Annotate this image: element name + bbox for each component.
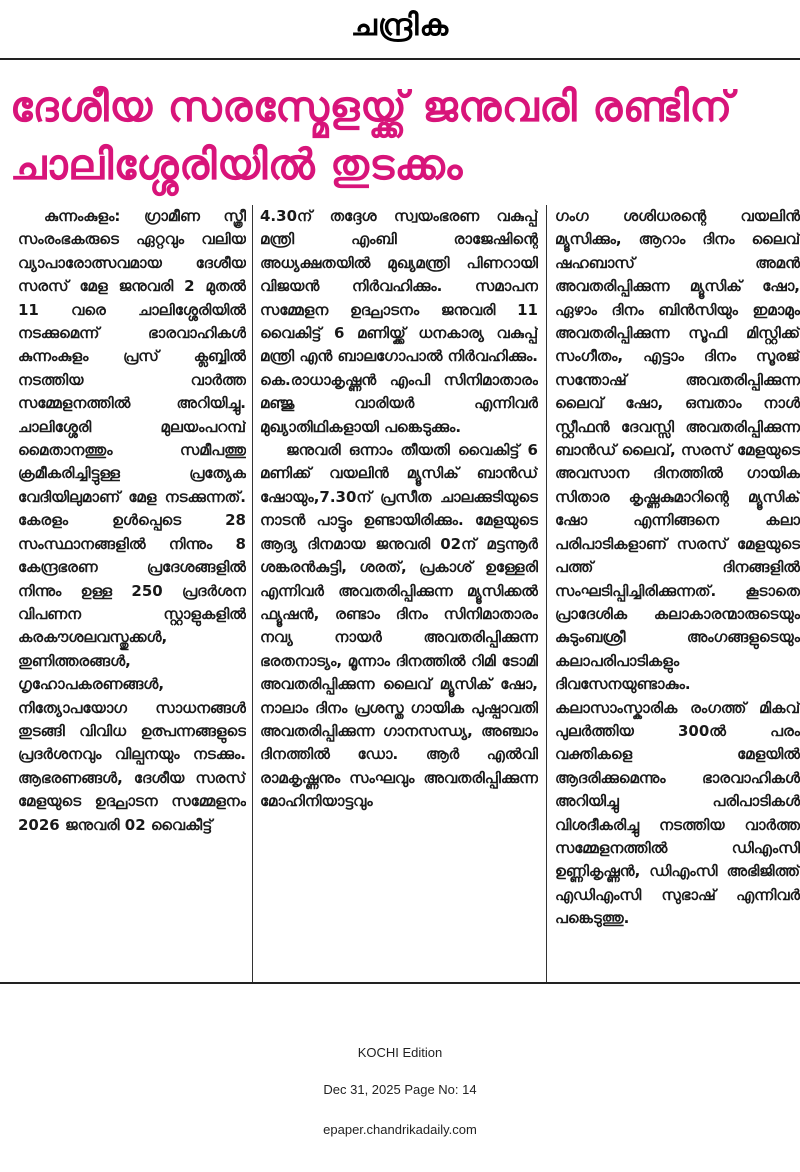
article-headline bbox=[10, 78, 790, 194]
headline-line-2: ചാലിശ്ശേരിയിൽ തുടക്കം bbox=[10, 140, 463, 189]
masthead-divider bbox=[0, 58, 800, 60]
headline-line-1: ദേശീയ സരസ്മേളയ്ക്ക് ജനുവരി രണ്ടിന് bbox=[10, 82, 733, 131]
edition-label: KOCHI Edition bbox=[357, 1045, 443, 1060]
article-column-1 bbox=[18, 205, 246, 983]
column-divider bbox=[546, 205, 547, 983]
article-paragraph: ഗംഗ ശശിധരന്റെ വയലിൻ മ്യൂസിക്കും, ആറാം ദിനം ലൈവ് ഷഹബാസ് അമൻ അവതരിപ്പിക്കുന്ന മ്യൂസിക് ഷോ, ഏഴാം ദിനം ബിൻസിയും ഇമാമും അവതരിപ്പിക്കുന്ന സൂഫി മിസ്റ്റിക്ക് സംഗീതം, എട്ടാം ദിനം സൂരജ് സന്തോഷ് അവതരിപ്പിക്കുന്ന ലൈവ് ഷോ, ഒമ്പതാം നാൾ സ്റ്റീഫൻ ദേവസ്സി അവതരിപ്പിക്കുന്ന ബാൻഡ് ലൈവ്, സരസ് മേളയുടെ അവസാന ദിനത്തിൽ ഗായിക സിതാര കൃഷ്ണകുമാറിന്റെ മ്യൂസിക് ഷോ എന്നിങ്ങനെ കലാ പരിപാടികളാണ് സരസ് മേളയുടെ പത്ത് ദിനങ്ങളിൽ സംഘടിപ്പിച്ചിരിക്കുന്നത്. കൂടാതെ പ്രാദേശിക കലാകാരന്മാരുടെയും കുടുംബശ്രീ അംഗങ്ങളുടെയും കലാപരിപാടികളും ദിവസേനയുണ്ടാകും. കലാസാംസ്കാരിക രംഗത്ത് മികവ് പുലർത്തിയ 300ൽ പരം വക്തികളെ മേളയിൽ ആദരിക്കുമെന്നും ഭാരവാഹികൾ അറിയിച്ചു പരിപാടികൾ വിശദീകരിച്ചു നടത്തിയ വാർത്ത സമ്മേളനത്തിൽ ഡിഎംസി ഉണ്ണികൃഷ്ണൻ, ഡിഎംസി അഭിജിത്ത് എഡിഎംസി സുഭാഷ് എന്നിവർ പങ്കെടുത്തു. bbox=[555, 207, 800, 928]
article-bottom-divider bbox=[0, 982, 800, 984]
article-body bbox=[18, 205, 800, 983]
date-page-label: Dec 31, 2025 Page No: 14 bbox=[323, 1082, 477, 1097]
article-paragraph: ജനുവരി ഒന്നാം തീയതി വൈകിട്ട് 6 മണിക്ക് വയലിൻ മ്യൂസിക് ബാൻഡ് ഷോയും,7.30ന് പ്രസീത ചാലക്കുടിയുടെ നാടൻ പാട്ടും ഉണ്ടായിരിക്കും. മേളയുടെ ആദ്യ ദിനമായ ജനുവരി 02ന് മട്ടന്നൂർ ശങ്കരൻകുട്ടി, ശരത്, പ്രകാശ് ഉള്ളേരി എന്നിവർ അവതരിപ്പിക്കുന്ന മ്യൂസിക്കൽ ഫ്യൂഷൻ, രണ്ടാം ദിനം സിനിമാതാരം നവ്യ നായർ അവതരിപ്പിക്കുന്ന ഭരതനാട്യം, മൂന്നാം ദിനത്തിൽ റിമി ടോമി അവതരിപ്പിക്കുന്ന ലൈവ് മ്യൂസിക് ഷോ, നാലാം ദിനം പ്രശസ്ത ഗായിക പുഷ്പാവതി അവതരിപ്പിക്കുന്ന ഗാനസന്ധ്യ, അഞ്ചാം ദിനത്തിൽ ഡോ. ആർ എൽവി രാമകൃഷ്ണനും സംഘവും അവതരിപ്പിക്കുന്ന മോഹിനിയാട്ടവും bbox=[260, 441, 538, 811]
masthead bbox=[0, 0, 800, 58]
article-column-2 bbox=[260, 205, 538, 983]
article-paragraph: 4.30ന് തദ്ദേശ സ്വയംഭരണ വകുപ്പ് മന്ത്രി എംബി രാജേഷിന്റെ അധ്യക്ഷതയിൽ മുഖ്യമന്ത്രി പിണറായി വിജയൻ നിർവഹിക്കും. സമാപന സമ്മേളന ഉദ്ഘാടനം ജനുവരി 11 വൈകിട്ട് 6 മണിയ്ക്ക് ധനകാര്യ വകുപ്പ് മന്ത്രി എൻ ബാലഗോപാൽ നിർവഹിക്കും. കെ.രാധാകൃഷ്ണൻ എംപി സിനിമാതാരം മഞ്ജു വാരിയർ എന്നിവർ മുഖ്യാതിഥികളായി പങ്കെടുക്കും. bbox=[260, 207, 538, 436]
website-url[interactable]: epaper.chandrikadaily.com bbox=[323, 1122, 477, 1137]
article-paragraph: കുന്നംകുളം: ഗ്രാമീണ സ്ത്രീ സംരംഭകരുടെ ഏറ്റവും വലിയ വ്യാപാരോത്സവമായ ദേശീയ സരസ് മേള ജനുവരി 2 മുതൽ 11 വരെ ചാലിശ്ശേരിയിൽ നടക്കുമെന്ന് ഭാരവാഹികൾ കുന്നംകുളം പ്രസ് ക്ലബ്ബിൽ നടത്തിയ വാർത്ത സമ്മേളനത്തിൽ അറിയിച്ചു. ചാലിശ്ശേരി മുലയംപറമ്പ് മൈതാനത്തും സമീപത്തു ക്രമീകരിച്ചിട്ടുള്ള പ്രത്യേക വേദിയിലുമാണ് മേള നടക്കുന്നത്. കേരളം ഉൾപ്പെടെ 28 സംസ്ഥാനങ്ങളിൽ നിന്നും 8 കേന്ദ്രഭരണ പ്രദേശങ്ങളിൽ നിന്നും ഉള്ള 250 പ്രദർശന വിപണന സ്റ്റാളുകളിൽ കരകൗശലവസ്തുക്കൾ, തുണിത്തരങ്ങൾ, ഗൃഹോപകരണങ്ങൾ, നിത്യോപയോഗ സാധനങ്ങൾ തുടങ്ങി വിവിധ ഉത്പന്നങ്ങളുടെ പ്രദർശനവും വില്പനയും നടക്കും. ആഭരണങ്ങൾ, ദേശീയ സരസ് മേളയുടെ ഉദ്ഘാടന സമ്മേളനം 2026 ജനുവരി 02 വൈകീട്ട് bbox=[18, 207, 246, 834]
article-column-3 bbox=[555, 205, 800, 983]
newspaper-logo: ചന്ദ്രിക bbox=[350, 8, 450, 43]
column-divider bbox=[252, 205, 253, 983]
